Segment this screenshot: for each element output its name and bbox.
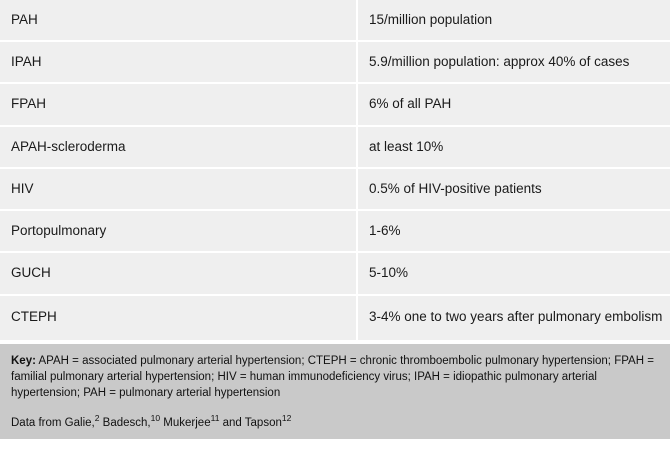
condition-cell: HIV [0, 168, 357, 210]
condition-cell: APAH-scleroderma [0, 126, 357, 168]
condition-cell: GUCH [0, 252, 357, 294]
value-cell: 5-10% [357, 252, 670, 294]
table-footer [0, 342, 670, 439]
value-cell: 0.5% of HIV-positive patients [357, 168, 670, 210]
condition-cell: CTEPH [0, 295, 357, 341]
source-ref-2: 10 [150, 412, 161, 423]
condition-cell: Portopulmonary [0, 210, 357, 252]
condition-cell: FPAH [0, 83, 357, 125]
table-row [0, 168, 670, 210]
table-row [0, 83, 670, 125]
source-mid-3: and Tapson [219, 416, 282, 429]
condition-cell: IPAH [0, 41, 357, 83]
key-body: APAH = associated pulmonary arterial hypertension; CTEPH = chronic thromboembolic pulmonary hypertension; FPAH = familial pulmonary arterial hypertension; HIV = human immunodeficiency virus; IPAH = idiopathic pulmonary arterial hypertension; PAH = pulmonary arterial hypertension [11, 354, 654, 400]
key-label: Key: [11, 354, 36, 367]
key-abbreviations [11, 353, 659, 402]
table-row [0, 126, 670, 168]
value-cell: 1-6% [357, 210, 670, 252]
table-row [0, 295, 670, 341]
value-cell: 6% of all PAH [357, 83, 670, 125]
table-row [0, 0, 670, 41]
data-source [11, 412, 659, 431]
value-cell: 5.9/million population: approx 40% of cases [357, 41, 670, 83]
source-ref-1: 2 [94, 412, 100, 423]
value-cell: 3-4% one to two years after pulmonary embolism [357, 295, 670, 341]
source-mid-1: Badesch, [99, 416, 151, 429]
source-prefix: Data from Galie, [11, 416, 95, 429]
condition-cell: PAH [0, 0, 357, 41]
table-row [0, 210, 670, 252]
value-cell: 15/million population [357, 0, 670, 41]
value-cell: at least 10% [357, 126, 670, 168]
source-ref-3: 11 [210, 412, 220, 423]
source-ref-4: 12 [281, 412, 292, 423]
table-row [0, 252, 670, 294]
table-row [0, 41, 670, 83]
source-mid-2: Mukerjee [160, 416, 211, 429]
